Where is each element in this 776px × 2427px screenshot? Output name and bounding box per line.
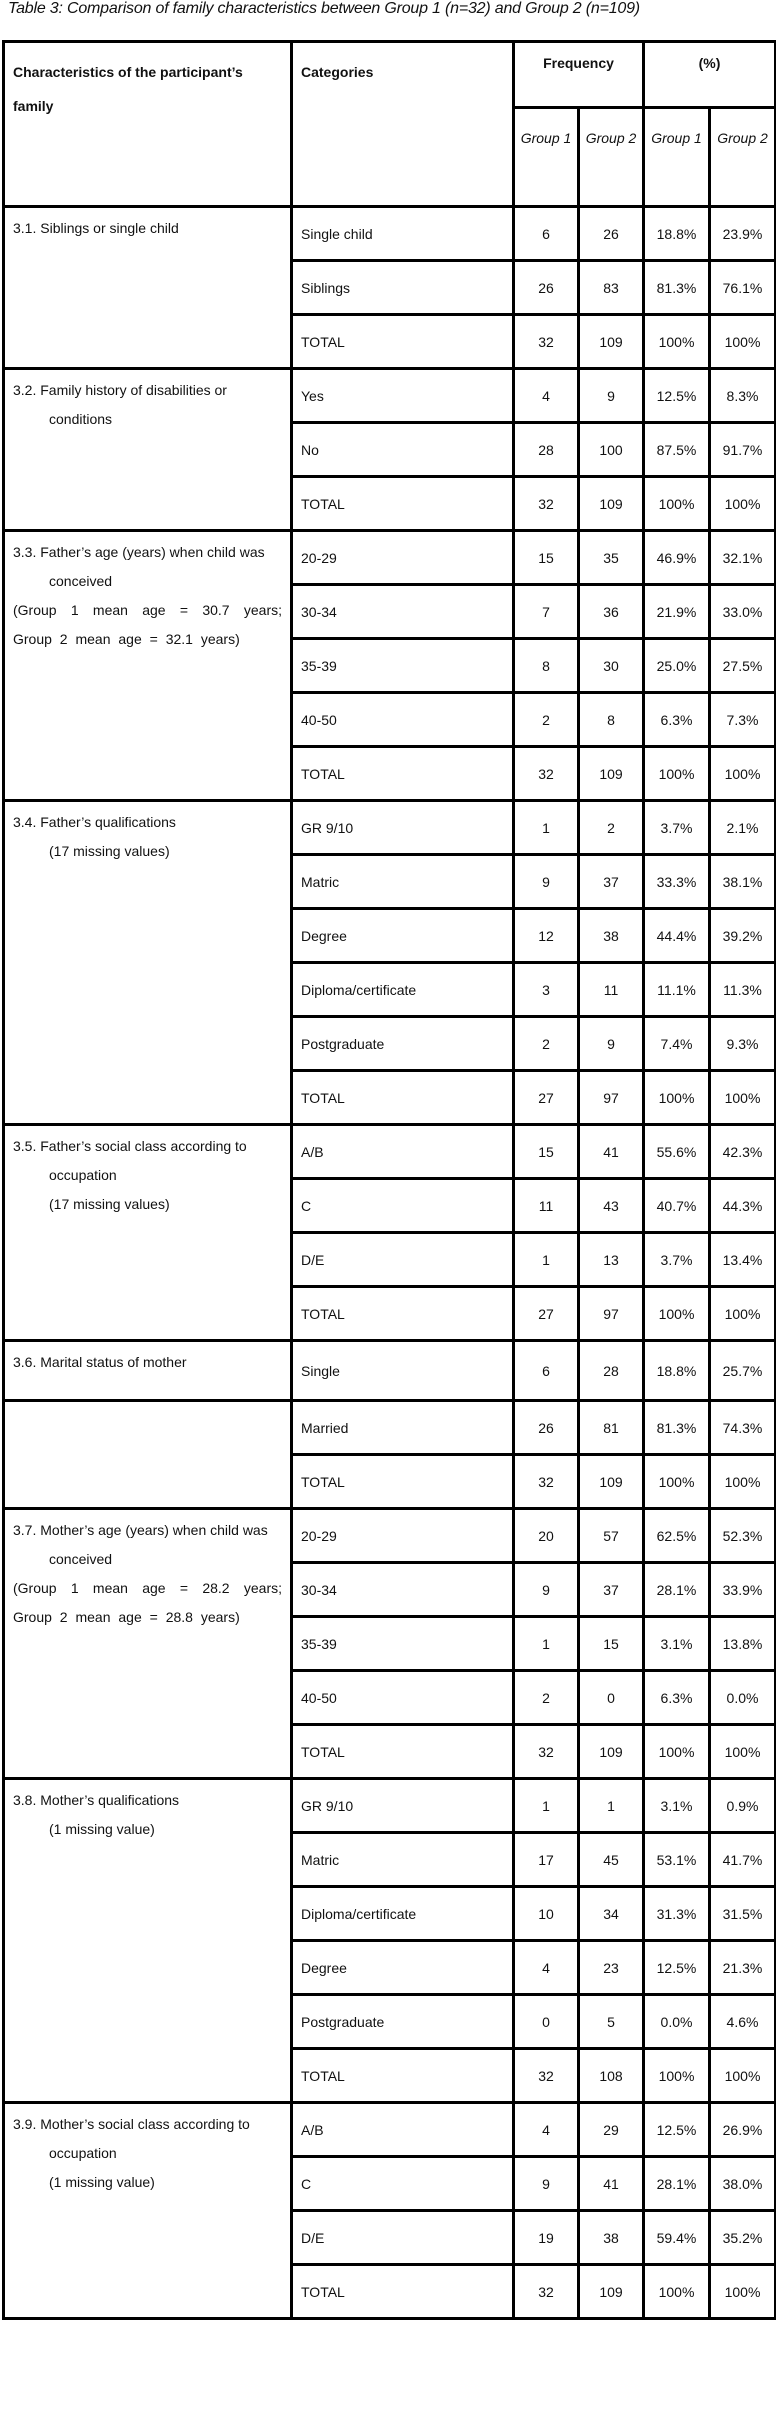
percent-group2-cell: 7.3% xyxy=(710,693,776,747)
frequency-group1-cell: 27 xyxy=(514,1287,579,1341)
percent-group2-cell: 26.9% xyxy=(710,2103,776,2157)
section-label: 3.7. Mother’s age (years) when child was conceived xyxy=(13,1522,268,1567)
percent-group2-cell: 41.7% xyxy=(710,1833,776,1887)
section-label: 3.5. Father’s social class according to occupation xyxy=(13,1138,247,1183)
category-cell: TOTAL xyxy=(292,2265,514,2319)
percent-group2-cell: 44.3% xyxy=(710,1179,776,1233)
frequency-group2-cell: 108 xyxy=(579,2049,644,2103)
percent-group1-cell: 100% xyxy=(644,2265,710,2319)
percent-group2-cell: 100% xyxy=(710,477,776,531)
table-row xyxy=(4,1779,776,1833)
percent-group1-cell: 100% xyxy=(644,1455,710,1509)
category-cell: 35-39 xyxy=(292,639,514,693)
frequency-group1-cell: 26 xyxy=(514,261,579,315)
frequency-group1-cell: 0 xyxy=(514,1995,579,2049)
percent-group1-cell: 62.5% xyxy=(644,1509,710,1563)
category-cell: TOTAL xyxy=(292,1455,514,1509)
percent-group1-cell: 3.1% xyxy=(644,1617,710,1671)
frequency-group1-cell: 26 xyxy=(514,1401,579,1455)
frequency-group2-cell: 43 xyxy=(579,1179,644,1233)
percent-group1-cell: 33.3% xyxy=(644,855,710,909)
percent-group1-cell: 18.8% xyxy=(644,1341,710,1401)
frequency-group1-cell: 4 xyxy=(514,1941,579,1995)
header-characteristics: Characteristics of the participant’s family xyxy=(4,42,292,207)
frequency-group1-cell: 11 xyxy=(514,1179,579,1233)
frequency-group1-cell: 32 xyxy=(514,477,579,531)
table-row xyxy=(4,1401,776,1455)
percent-group1-cell: 46.9% xyxy=(644,531,710,585)
category-cell: D/E xyxy=(292,1233,514,1287)
frequency-group2-cell: 23 xyxy=(579,1941,644,1995)
percent-group1-cell: 21.9% xyxy=(644,585,710,639)
category-cell: D/E xyxy=(292,2211,514,2265)
frequency-group1-cell: 2 xyxy=(514,1017,579,1071)
table-row xyxy=(4,1341,776,1401)
frequency-group1-cell: 32 xyxy=(514,315,579,369)
category-cell: 40-50 xyxy=(292,693,514,747)
frequency-group2-cell: 9 xyxy=(579,1017,644,1071)
percent-group2-cell: 13.8% xyxy=(710,1617,776,1671)
percent-group1-cell: 3.7% xyxy=(644,1233,710,1287)
category-cell: 40-50 xyxy=(292,1671,514,1725)
percent-group1-cell: 28.1% xyxy=(644,2157,710,2211)
category-cell: TOTAL xyxy=(292,315,514,369)
section-label-cell xyxy=(4,1125,292,1341)
header-pct-group1: Group 1 xyxy=(644,108,710,207)
percent-group1-cell: 100% xyxy=(644,315,710,369)
percent-group1-cell: 40.7% xyxy=(644,1179,710,1233)
section-note: (17 missing values) xyxy=(49,1196,170,1212)
frequency-group2-cell: 109 xyxy=(579,315,644,369)
category-cell: 20-29 xyxy=(292,531,514,585)
section-label-cell xyxy=(4,1341,292,1401)
frequency-group1-cell: 15 xyxy=(514,1125,579,1179)
percent-group1-cell: 12.5% xyxy=(644,2103,710,2157)
category-cell: TOTAL xyxy=(292,477,514,531)
frequency-group2-cell: 30 xyxy=(579,639,644,693)
table-caption: Table 3: Comparison of family characteristics between Group 1 (n=32) and Group 2 (n=109) xyxy=(8,0,640,17)
category-cell: Degree xyxy=(292,1941,514,1995)
category-cell: A/B xyxy=(292,1125,514,1179)
table-row xyxy=(4,369,776,423)
frequency-group2-cell: 36 xyxy=(579,585,644,639)
percent-group1-cell: 59.4% xyxy=(644,2211,710,2265)
frequency-group2-cell: 15 xyxy=(579,1617,644,1671)
percent-group2-cell: 100% xyxy=(710,2265,776,2319)
percent-group2-cell: 100% xyxy=(710,1725,776,1779)
frequency-group2-cell: 13 xyxy=(579,1233,644,1287)
frequency-group2-cell: 37 xyxy=(579,855,644,909)
percent-group2-cell: 0.0% xyxy=(710,1671,776,1725)
frequency-group1-cell: 32 xyxy=(514,1455,579,1509)
percent-group2-cell: 23.9% xyxy=(710,207,776,261)
frequency-group2-cell: 100 xyxy=(579,423,644,477)
category-cell: GR 9/10 xyxy=(292,801,514,855)
percent-group2-cell: 100% xyxy=(710,2049,776,2103)
percent-group2-cell: 38.1% xyxy=(710,855,776,909)
table-row xyxy=(4,531,776,585)
section-label: 3.6. Marital status of mother xyxy=(13,1354,187,1370)
category-cell: Matric xyxy=(292,1833,514,1887)
frequency-group2-cell: 28 xyxy=(579,1341,644,1401)
percent-group1-cell: 53.1% xyxy=(644,1833,710,1887)
frequency-group2-cell: 97 xyxy=(579,1071,644,1125)
percent-group2-cell: 33.9% xyxy=(710,1563,776,1617)
percent-group2-cell: 2.1% xyxy=(710,801,776,855)
section-note: (1 missing value) xyxy=(49,1821,155,1837)
category-cell: C xyxy=(292,2157,514,2211)
percent-group1-cell: 3.7% xyxy=(644,801,710,855)
category-cell: Yes xyxy=(292,369,514,423)
percent-group1-cell: 28.1% xyxy=(644,1563,710,1617)
table-row xyxy=(4,207,776,261)
header-pct-group2: Group 2 xyxy=(710,108,776,207)
header-categories: Categories xyxy=(292,42,514,207)
percent-group2-cell: 35.2% xyxy=(710,2211,776,2265)
frequency-group1-cell: 1 xyxy=(514,1233,579,1287)
section-label-cell xyxy=(4,2103,292,2319)
frequency-group2-cell: 109 xyxy=(579,477,644,531)
frequency-group2-cell: 2 xyxy=(579,801,644,855)
section-label-cell xyxy=(4,1779,292,2103)
frequency-group2-cell: 38 xyxy=(579,2211,644,2265)
percent-group1-cell: 44.4% xyxy=(644,909,710,963)
percent-group2-cell: 76.1% xyxy=(710,261,776,315)
frequency-group2-cell: 29 xyxy=(579,2103,644,2157)
percent-group2-cell: 38.0% xyxy=(710,2157,776,2211)
frequency-group2-cell: 109 xyxy=(579,2265,644,2319)
percent-group2-cell: 74.3% xyxy=(710,1401,776,1455)
empty-cell xyxy=(4,1401,292,1509)
percent-group2-cell: 33.0% xyxy=(710,585,776,639)
table-row xyxy=(4,1125,776,1179)
frequency-group1-cell: 27 xyxy=(514,1071,579,1125)
percent-group1-cell: 7.4% xyxy=(644,1017,710,1071)
header-freq-group1: Group 1 xyxy=(514,108,579,207)
frequency-group1-cell: 2 xyxy=(514,693,579,747)
frequency-group2-cell: 45 xyxy=(579,1833,644,1887)
frequency-group1-cell: 6 xyxy=(514,207,579,261)
family-characteristics-table xyxy=(2,40,776,2320)
percent-group1-cell: 100% xyxy=(644,1287,710,1341)
percent-group1-cell: 6.3% xyxy=(644,1671,710,1725)
frequency-group2-cell: 109 xyxy=(579,1455,644,1509)
table-row xyxy=(4,801,776,855)
section-label: 3.4. Father’s qualifications xyxy=(13,814,176,830)
percent-group2-cell: 100% xyxy=(710,1287,776,1341)
frequency-group2-cell: 37 xyxy=(579,1563,644,1617)
category-cell: Matric xyxy=(292,855,514,909)
frequency-group2-cell: 0 xyxy=(579,1671,644,1725)
category-cell: Diploma/certificate xyxy=(292,1887,514,1941)
category-cell: No xyxy=(292,423,514,477)
table-row xyxy=(4,1509,776,1563)
category-cell: 20-29 xyxy=(292,1509,514,1563)
category-cell: Single xyxy=(292,1341,514,1401)
frequency-group1-cell: 4 xyxy=(514,369,579,423)
percent-group2-cell: 100% xyxy=(710,747,776,801)
percent-group2-cell: 31.5% xyxy=(710,1887,776,1941)
frequency-group2-cell: 41 xyxy=(579,1125,644,1179)
frequency-group2-cell: 41 xyxy=(579,2157,644,2211)
percent-group1-cell: 100% xyxy=(644,2049,710,2103)
frequency-group2-cell: 11 xyxy=(579,963,644,1017)
category-cell: Postgraduate xyxy=(292,1995,514,2049)
frequency-group1-cell: 1 xyxy=(514,801,579,855)
percent-group2-cell: 42.3% xyxy=(710,1125,776,1179)
percent-group2-cell: 0.9% xyxy=(710,1779,776,1833)
category-cell: TOTAL xyxy=(292,747,514,801)
section-label: 3.3. Father’s age (years) when child was conceived xyxy=(13,544,265,589)
section-label-cell xyxy=(4,207,292,369)
category-cell: 35-39 xyxy=(292,1617,514,1671)
section-label-cell xyxy=(4,531,292,801)
frequency-group1-cell: 9 xyxy=(514,2157,579,2211)
section-note: (17 missing values) xyxy=(49,843,170,859)
frequency-group1-cell: 1 xyxy=(514,1617,579,1671)
percent-group1-cell: 81.3% xyxy=(644,1401,710,1455)
frequency-group2-cell: 83 xyxy=(579,261,644,315)
table-row xyxy=(4,2103,776,2157)
percent-group1-cell: 12.5% xyxy=(644,369,710,423)
section-label: 3.2. Family history of disabilities or conditions xyxy=(13,382,227,427)
frequency-group1-cell: 20 xyxy=(514,1509,579,1563)
frequency-group1-cell: 7 xyxy=(514,585,579,639)
category-cell: Degree xyxy=(292,909,514,963)
section-label-cell xyxy=(4,369,292,531)
category-cell: GR 9/10 xyxy=(292,1779,514,1833)
section-label-cell xyxy=(4,1509,292,1779)
section-note: (Group 1 mean age = 28.2 years; Group 2 mean age = 28.8 years) xyxy=(13,1580,282,1625)
percent-group1-cell: 25.0% xyxy=(644,639,710,693)
percent-group1-cell: 100% xyxy=(644,1071,710,1125)
percent-group1-cell: 100% xyxy=(644,747,710,801)
percent-group1-cell: 81.3% xyxy=(644,261,710,315)
category-cell: 30-34 xyxy=(292,1563,514,1617)
frequency-group1-cell: 32 xyxy=(514,1725,579,1779)
frequency-group2-cell: 9 xyxy=(579,369,644,423)
category-cell: Siblings xyxy=(292,261,514,315)
percent-group1-cell: 87.5% xyxy=(644,423,710,477)
section-label: 3.9. Mother’s social class according to occupation xyxy=(13,2116,250,2161)
section-label: 3.1. Siblings or single child xyxy=(13,220,179,236)
percent-group2-cell: 32.1% xyxy=(710,531,776,585)
frequency-group1-cell: 3 xyxy=(514,963,579,1017)
category-cell: 30-34 xyxy=(292,585,514,639)
category-cell: Single child xyxy=(292,207,514,261)
frequency-group1-cell: 2 xyxy=(514,1671,579,1725)
percent-group2-cell: 91.7% xyxy=(710,423,776,477)
frequency-group1-cell: 17 xyxy=(514,1833,579,1887)
category-cell: Married xyxy=(292,1401,514,1455)
percent-group1-cell: 31.3% xyxy=(644,1887,710,1941)
percent-group2-cell: 100% xyxy=(710,315,776,369)
percent-group2-cell: 11.3% xyxy=(710,963,776,1017)
section-label-cell xyxy=(4,801,292,1125)
percent-group1-cell: 100% xyxy=(644,1725,710,1779)
frequency-group1-cell: 15 xyxy=(514,531,579,585)
frequency-group1-cell: 32 xyxy=(514,2049,579,2103)
percent-group1-cell: 12.5% xyxy=(644,1941,710,1995)
percent-group1-cell: 18.8% xyxy=(644,207,710,261)
section-label: 3.8. Mother’s qualifications xyxy=(13,1792,180,1808)
frequency-group2-cell: 38 xyxy=(579,909,644,963)
frequency-group2-cell: 26 xyxy=(579,207,644,261)
frequency-group2-cell: 81 xyxy=(579,1401,644,1455)
header-frequency: Frequency xyxy=(514,42,644,108)
frequency-group2-cell: 34 xyxy=(579,1887,644,1941)
header-freq-group2: Group 2 xyxy=(579,108,644,207)
header-row xyxy=(4,42,776,108)
frequency-group2-cell: 97 xyxy=(579,1287,644,1341)
frequency-group1-cell: 32 xyxy=(514,2265,579,2319)
frequency-group1-cell: 4 xyxy=(514,2103,579,2157)
percent-group2-cell: 4.6% xyxy=(710,1995,776,2049)
percent-group2-cell: 9.3% xyxy=(710,1017,776,1071)
frequency-group2-cell: 57 xyxy=(579,1509,644,1563)
percent-group2-cell: 8.3% xyxy=(710,369,776,423)
frequency-group2-cell: 109 xyxy=(579,747,644,801)
frequency-group1-cell: 12 xyxy=(514,909,579,963)
percent-group1-cell: 11.1% xyxy=(644,963,710,1017)
percent-group2-cell: 52.3% xyxy=(710,1509,776,1563)
frequency-group1-cell: 6 xyxy=(514,1341,579,1401)
category-cell: TOTAL xyxy=(292,2049,514,2103)
frequency-group2-cell: 5 xyxy=(579,1995,644,2049)
frequency-group1-cell: 1 xyxy=(514,1779,579,1833)
category-cell: A/B xyxy=(292,2103,514,2157)
table-body xyxy=(4,207,776,2319)
percent-group1-cell: 3.1% xyxy=(644,1779,710,1833)
section-note: (1 missing value) xyxy=(49,2174,155,2190)
percent-group2-cell: 25.7% xyxy=(710,1341,776,1401)
category-cell: Postgraduate xyxy=(292,1017,514,1071)
percent-group2-cell: 100% xyxy=(710,1455,776,1509)
category-cell: Diploma/certificate xyxy=(292,963,514,1017)
frequency-group2-cell: 8 xyxy=(579,693,644,747)
percent-group2-cell: 21.3% xyxy=(710,1941,776,1995)
category-cell: TOTAL xyxy=(292,1725,514,1779)
percent-group2-cell: 27.5% xyxy=(710,639,776,693)
category-cell: C xyxy=(292,1179,514,1233)
percent-group1-cell: 6.3% xyxy=(644,693,710,747)
frequency-group1-cell: 9 xyxy=(514,855,579,909)
frequency-group1-cell: 19 xyxy=(514,2211,579,2265)
frequency-group1-cell: 28 xyxy=(514,423,579,477)
frequency-group2-cell: 35 xyxy=(579,531,644,585)
category-cell: TOTAL xyxy=(292,1287,514,1341)
section-note: (Group 1 mean age = 30.7 years; Group 2 mean age = 32.1 years) xyxy=(13,602,282,647)
percent-group1-cell: 55.6% xyxy=(644,1125,710,1179)
frequency-group2-cell: 109 xyxy=(579,1725,644,1779)
percent-group2-cell: 39.2% xyxy=(710,909,776,963)
frequency-group1-cell: 9 xyxy=(514,1563,579,1617)
percent-group2-cell: 13.4% xyxy=(710,1233,776,1287)
header-percent: (%) xyxy=(644,42,776,108)
percent-group1-cell: 100% xyxy=(644,477,710,531)
frequency-group1-cell: 10 xyxy=(514,1887,579,1941)
frequency-group1-cell: 8 xyxy=(514,639,579,693)
percent-group2-cell: 100% xyxy=(710,1071,776,1125)
frequency-group2-cell: 1 xyxy=(579,1779,644,1833)
percent-group1-cell: 0.0% xyxy=(644,1995,710,2049)
category-cell: TOTAL xyxy=(292,1071,514,1125)
frequency-group1-cell: 32 xyxy=(514,747,579,801)
